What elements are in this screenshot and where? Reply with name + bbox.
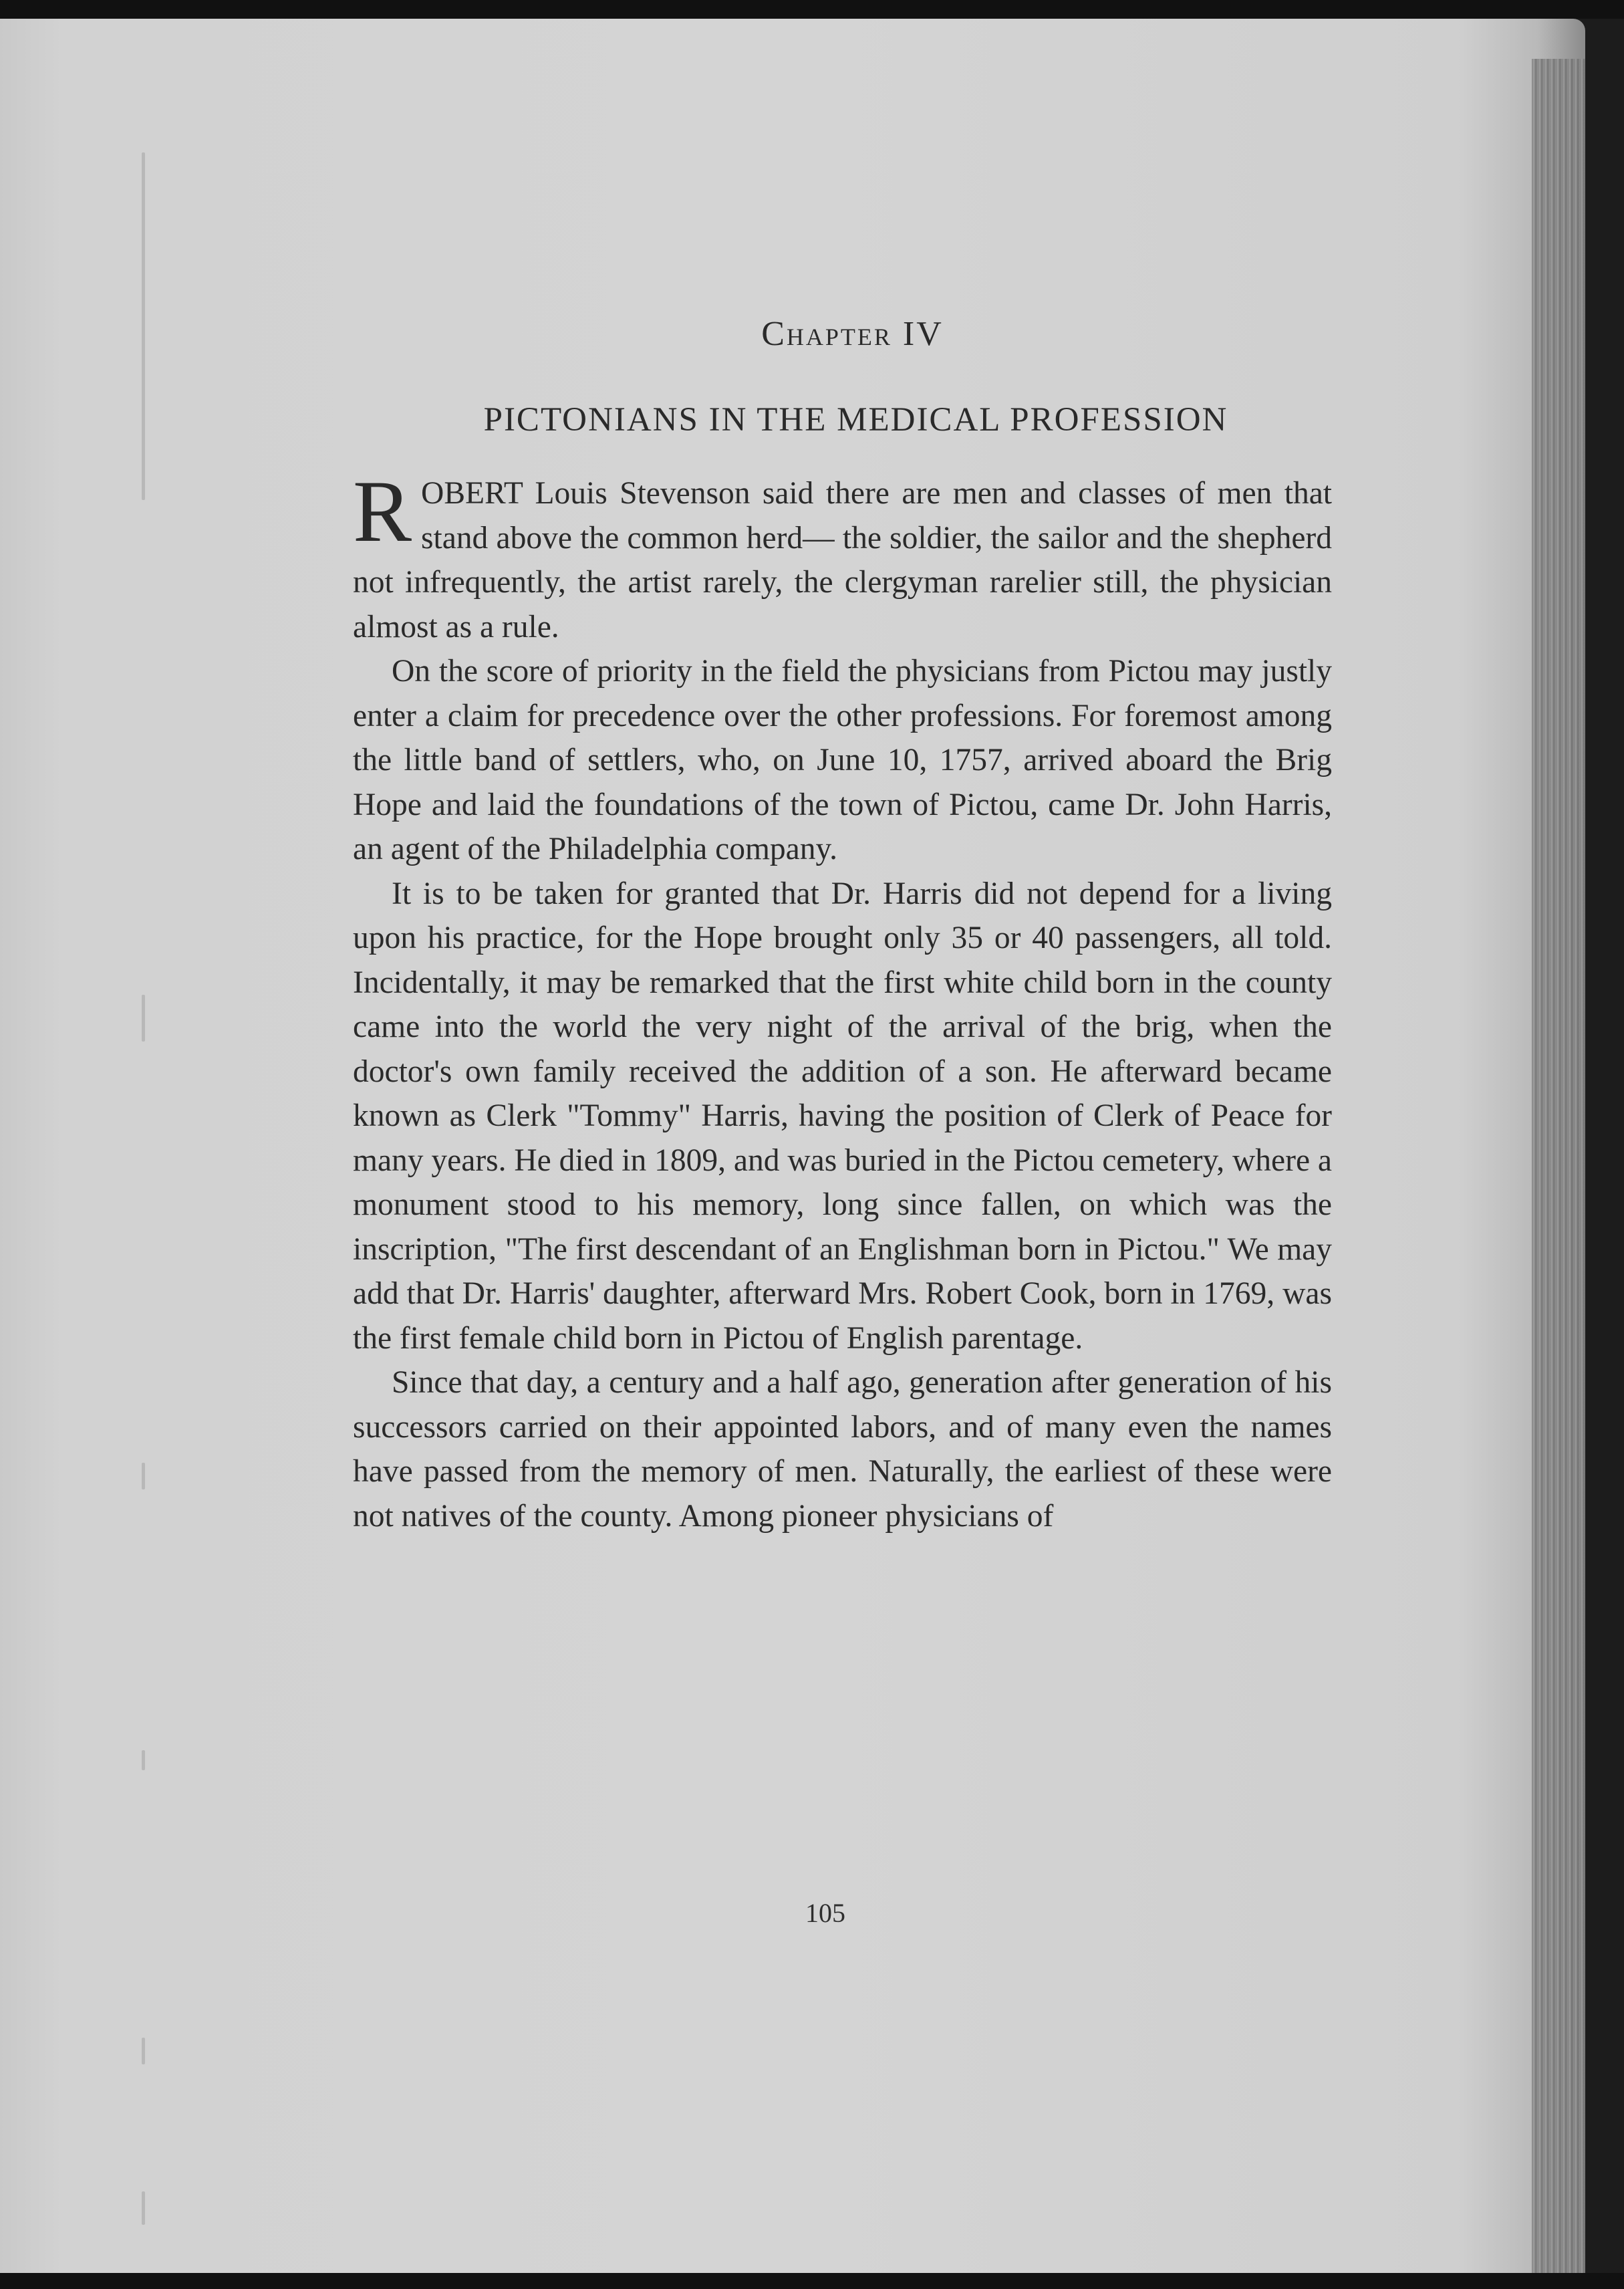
scan-bottom-border — [0, 2273, 1624, 2289]
gutter-mark — [142, 152, 145, 500]
page-edge-stack — [1532, 59, 1585, 2285]
drop-cap: R — [353, 462, 412, 560]
gutter-mark — [142, 995, 145, 1042]
gutter-mark — [142, 1463, 145, 1489]
paragraph: Since that day, a century and a half ago, generation after generation of his successors carried on their appointed labors, and of many even the names have passed from the memory of men. Naturally, the earliest of these were not natives of the county. Among pioneer physicians of — [353, 1365, 1332, 1534]
gutter-mark — [142, 1750, 145, 1770]
page-number: 105 — [805, 1898, 845, 1928]
scan-top-border — [0, 0, 1624, 19]
paragraph-text: OBERT Louis Stevenson said there are men and classes of men that stand above the common herd— the soldier, the sailor and the shepherd not infrequently, the artist rarely, the clergyman rarelier still, the physician almost as a rule. — [353, 476, 1332, 644]
body-text — [353, 462, 1332, 1538]
gutter-mark — [142, 2191, 145, 2225]
chapter-heading: Chapter IV — [761, 315, 944, 353]
paragraph: On the score of priority in the field the physicians from Pictou may justly enter a claim for precedence over the other professions. For foremost among the little band of settlers, who, on June 10, 1757, arrived aboard the Brig Hope and laid the foundations of the town of Pictou, came Dr. John Harris, an agent of the Philadelphia company. — [353, 654, 1332, 866]
gutter-mark — [142, 2038, 145, 2064]
chapter-title: PICTONIANS IN THE MEDICAL PROFESSION — [483, 401, 1228, 439]
paragraph: It is to be taken for granted that Dr. Harris did not depend for a living upon his practice, for the Hope brought only 35 or 40 passengers, all told. Incidentally, it may be remarked that the first white child born in the county came into the world the very night of the arrival of the brig, when the doctor's own family received the addition of a son. He afterward became known as Clerk "Tommy" Harris, having the position of Clerk of Peace for many years. He died in 1809, and was buried in the Pictou cemetery, where a monument stood to his memory, long since fallen, on which was the inscription, "The first descendant of an Englishman born in Pictou." We may add that Dr. Harris' daughter, afterward Mrs. Robert Cook, born in 1769, was the first female child born in Pictou of English parentage. — [353, 876, 1332, 1356]
paragraph — [353, 462, 1332, 649]
page-text-block — [353, 314, 1332, 1538]
